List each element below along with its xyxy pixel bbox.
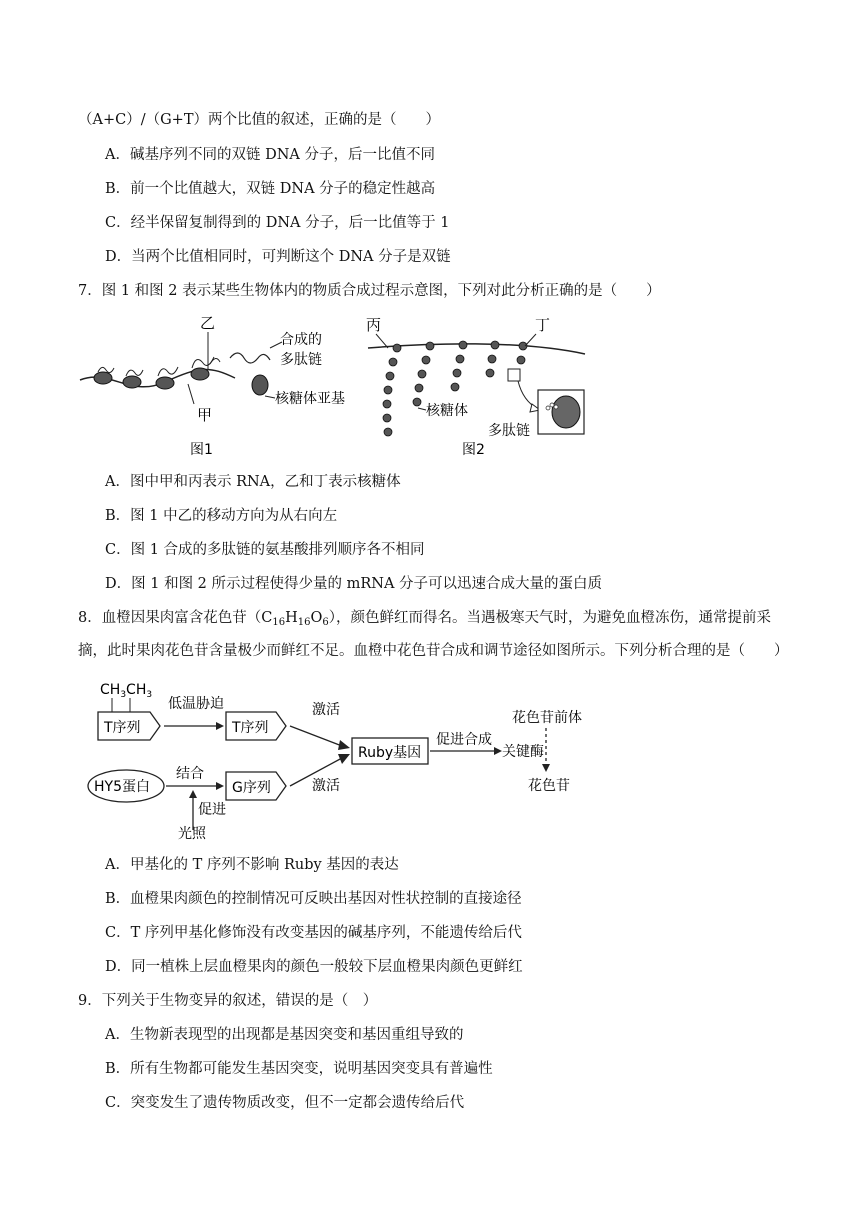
fig1-caption: 图1	[190, 442, 213, 458]
fig2-label-polypeptide: 多肽链	[488, 423, 530, 439]
q7-option-c: C．图 1 合成的多肽链的氨基酸排列顺序各不相同	[105, 542, 425, 558]
fig2-label-ding: 丁	[535, 316, 551, 334]
svg-text:促进合成: 促进合成	[436, 732, 492, 748]
q8-stem-line1: 8．血橙因果肉富含花色苷$(C_{16}H_{16}O_6)$，颜色鲜红而得名。当遇极寒天气时，为避免血橙冻伤，通常提前采	[78, 610, 771, 628]
svg-text:结合: 结合	[176, 766, 204, 782]
fig1-label-peptide-1: 合成的	[280, 332, 322, 348]
fig2-polysome-chains	[383, 341, 527, 436]
svg-text:光照: 光照	[178, 826, 206, 842]
q9-option-a: A．生物新表现型的出现都是基因突变和基因重组导致的	[105, 1027, 464, 1043]
svg-text:激活: 激活	[312, 702, 340, 718]
svg-text:T序列: T序列	[104, 720, 141, 736]
svg-text:低温胁迫: 低温胁迫	[168, 696, 224, 712]
fig1-label-yi: 乙	[200, 314, 216, 332]
svg-text:激活: 激活	[312, 778, 340, 794]
fig2-label-bing: 丙	[366, 316, 382, 334]
fig1-label-jia: 甲	[197, 406, 213, 424]
q7-option-a: A．图中甲和丙表示 RNA，乙和丁表示核糖体	[105, 474, 401, 490]
q8-option-a: A．甲基化的 T 序列不影响 Ruby 基因的表达	[105, 857, 399, 873]
fig2-label-ribosome: 核糖体	[426, 403, 468, 419]
q6-stem: （A+C）/（G+T）两个比值的叙述，正确的是（ ）	[78, 112, 441, 128]
svg-text:花色苷前体: 花色苷前体	[512, 710, 582, 726]
q8-option-d: D．同一植株上层血橙果肉的颜色一般较下层血橙果肉颜色更鲜红	[105, 959, 523, 975]
q7-option-d: D．图 1 和图 2 所示过程使得少量的 mRNA 分子可以迅速合成大量的蛋白质	[105, 576, 603, 592]
q6-option-d: D．当两个比值相同时，可判断这个 DNA 分子是双链	[105, 249, 451, 265]
fig1-label-peptide-2: 多肽链	[280, 352, 322, 368]
svg-text:CH3CH3: $CH_3CH_3$	[100, 682, 153, 700]
svg-text:Ruby基因: Ruby基因	[358, 745, 422, 761]
q8-option-b: B．血橙果肉颜色的控制情况可反映出基因对性状控制的直接途径	[105, 891, 522, 907]
q7-figure	[70, 308, 600, 463]
fig1-label-subunit: 核糖体亚基	[275, 391, 345, 407]
q9-stem: 9．下列关于生物变异的叙述，错误的是（ ）	[78, 993, 378, 1009]
q7-stem: 7．图 1 和图 2 表示某些生物体内的物质合成过程示意图，下列对此分析正确的是（ ）	[78, 283, 661, 299]
q6-option-c: C．经半保留复制得到的 DNA 分子，后一比值等于 1	[105, 215, 450, 231]
q7-option-b: B．图 1 中乙的移动方向为从右向左	[105, 508, 338, 524]
q9-option-b: B．所有生物都可能发生基因突变，说明基因突变具有普遍性	[105, 1061, 493, 1077]
svg-text:T序列: T序列	[232, 720, 269, 736]
q6-option-a: A．碱基序列不同的双链 DNA 分子，后一比值不同	[105, 147, 435, 163]
svg-text:关键酶: 关键酶	[502, 744, 544, 760]
svg-text:G序列: G序列	[232, 780, 271, 796]
q9-option-c: C．突变发生了遗传物质改变，但不一定都会遗传给后代	[105, 1095, 465, 1111]
q8-stem-line2: 摘，此时果肉花色苷含量极少而鲜红不足。血橙中花色苷合成和调节途径如图所示。下列分析合理的是（ ）	[78, 643, 789, 659]
svg-text:花色苷: 花色苷	[528, 778, 570, 794]
q8-pathway-diagram	[80, 678, 600, 843]
svg-text:促进: 促进	[198, 802, 226, 818]
q6-option-b: B．前一个比值越大，双链 DNA 分子的稳定性越高	[105, 181, 436, 197]
svg-text:HY5蛋白: HY5蛋白	[94, 779, 150, 795]
q8-option-c: C．T 序列甲基化修饰没有改变基因的碱基序列，不能遗传给后代	[105, 925, 522, 941]
fig2-caption: 图2	[462, 442, 485, 458]
